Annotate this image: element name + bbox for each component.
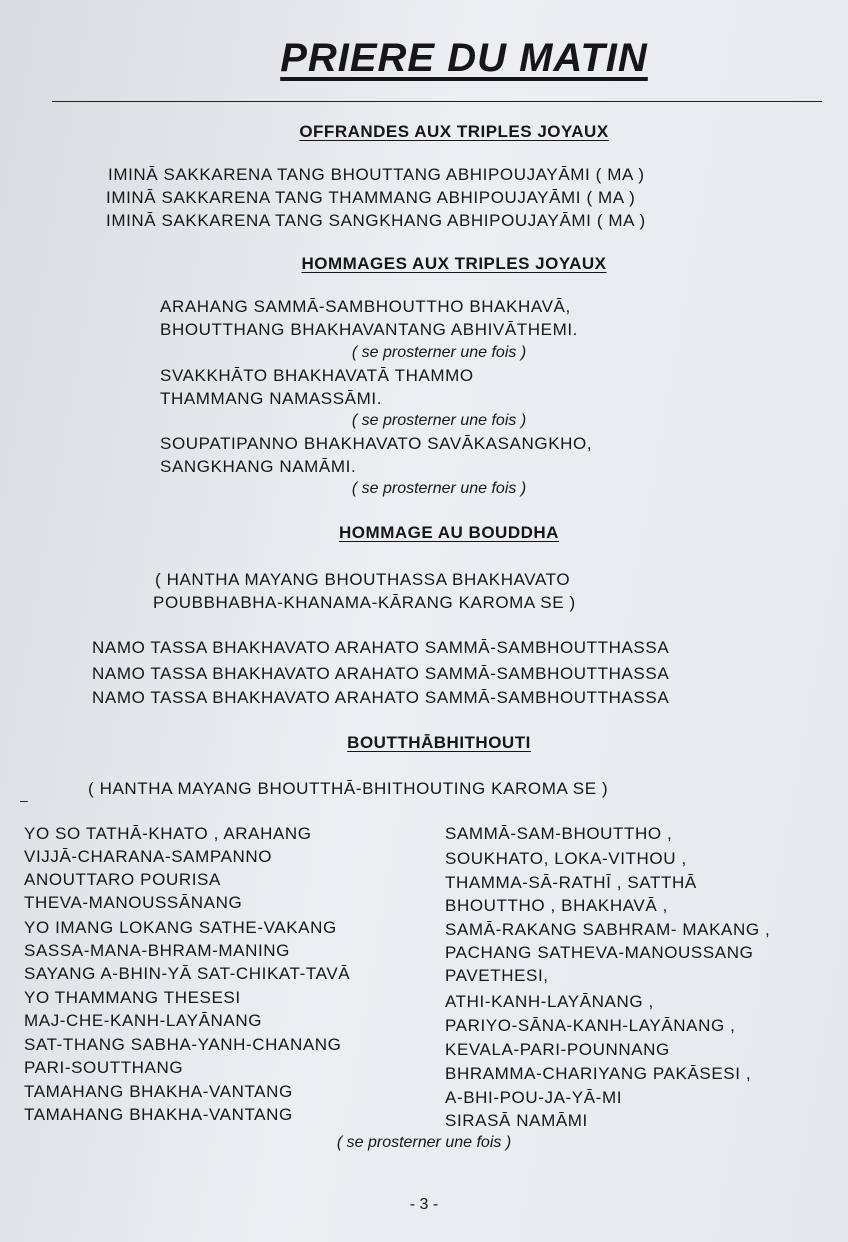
hommage-line-5: SOUPATIPANNO BHAKHAVATO SAVĀKASANGKHO, <box>160 434 593 453</box>
prosterner-note-2: ( se prosterner une fois ) <box>351 412 527 429</box>
left-line-4: THEVA-MANOUSSĀNANG <box>24 893 243 912</box>
right-line-5: SAMĀ-RAKANG SABHRAM- MAKANG , <box>445 920 771 939</box>
prosterner-note-3: ( se prosterner une fois ) <box>351 480 527 497</box>
offrande-line-2: IMINĀ SAKKARENA TANG THAMMANG ABHIPOUJAYĀMI ( MA ) <box>106 188 636 207</box>
hommage-line-4: THAMMANG NAMASSĀMI. <box>160 389 383 408</box>
hommage-line-1: ARAHANG SAMMĀ-SAMBHOUTTHO BHAKHAVĀ, <box>160 297 571 316</box>
left-line-7: SAYANG A-BHIN-YĀ SAT-CHIKAT-TAVĀ <box>24 964 351 983</box>
namo-line-1: NAMO TASSA BHAKHAVATO ARAHATO SAMMĀ-SAMBHOUTTHASSA <box>92 638 670 657</box>
right-line-13: SIRASĀ NAMĀMI <box>445 1111 588 1130</box>
left-line-2: VIJJĀ-CHARANA-SAMPANNO <box>24 847 273 866</box>
right-line-2: SOUKHATO, LOKA-VITHOU , <box>445 849 687 868</box>
margin-mark: – <box>20 792 28 808</box>
left-line-6: SASSA-MANA-BHRAM-MANING <box>24 941 290 960</box>
left-line-10: SAT-THANG SABHA-YANH-CHANANG <box>24 1035 342 1054</box>
page-title: PRIERE DU MATIN <box>280 36 648 80</box>
heading-boutthabhithouti: BOUTTHĀBHITHOUTI <box>347 733 531 752</box>
right-line-9: PARIYO-SĀNA-KANH-LAYĀNANG , <box>445 1016 736 1035</box>
bouddha-intro-2: POUBBHABHA-KHANAMA-KĀRANG KAROMA SE ) <box>153 593 576 612</box>
offrande-line-1: IMINĀ SAKKARENA TANG BHOUTTANG ABHIPOUJAYĀMI ( MA ) <box>108 165 645 184</box>
namo-line-2: NAMO TASSA BHAKHAVATO ARAHATO SAMMĀ-SAMBHOUTTHASSA <box>92 664 670 683</box>
hommage-line-6: SANGKHANG NAMĀMI. <box>160 457 357 476</box>
right-line-3: THAMMA-SĀ-RATHĪ , SATTHĀ <box>445 873 697 892</box>
offrande-line-3: IMINĀ SAKKARENA TANG SANGKHANG ABHIPOUJAYĀMI ( MA ) <box>106 211 646 230</box>
prosterner-note-1: ( se prosterner une fois ) <box>351 344 527 361</box>
right-line-7: PAVETHESI, <box>445 966 549 985</box>
right-line-4: BHOUTTHO , BHAKHAVĀ , <box>445 896 668 915</box>
left-line-12: TAMAHANG BHAKHA-VANTANG <box>24 1082 293 1101</box>
left-line-11: PARI-SOUTTHANG <box>24 1058 184 1077</box>
right-line-1: SAMMĀ-SAM-BHOUTTHO , <box>445 824 673 843</box>
heading-hommages: HOMMAGES AUX TRIPLES JOYAUX <box>301 254 607 273</box>
hommage-line-3: SVAKKHĀTO BHAKHAVATĀ THAMMO <box>160 366 474 385</box>
namo-line-3: NAMO TASSA BHAKHAVATO ARAHATO SAMMĀ-SAMBHOUTTHASSA <box>92 688 670 707</box>
bouttha-intro: ( HANTHA MAYANG BHOUTTHĀ-BHITHOUTING KAROMA SE ) <box>88 779 609 798</box>
title-divider <box>52 101 822 102</box>
left-line-13: TAMAHANG BHAKHA-VANTANG <box>24 1105 293 1124</box>
right-line-11: BHRAMMA-CHARIYANG PAKĀSESI , <box>445 1064 752 1083</box>
right-line-6: PACHANG SATHEVA-MANOUSSANG <box>445 943 754 962</box>
right-line-8: ATHI-KANH-LAYĀNANG , <box>445 992 654 1011</box>
right-line-10: KEVALA-PARI-POUNNANG <box>445 1040 670 1059</box>
left-line-8: YO THAMMANG THESESI <box>24 988 241 1007</box>
left-line-5: YO IMANG LOKANG SATHE-VAKANG <box>24 918 337 937</box>
right-line-12: A-BHI-POU-JA-YĀ-MI <box>445 1088 623 1107</box>
heading-bouddha: HOMMAGE AU BOUDDHA <box>339 523 559 542</box>
heading-offrandes: OFFRANDES AUX TRIPLES JOYAUX <box>299 122 609 141</box>
hommage-line-2: BHOUTTHANG BHAKHAVANTANG ABHIVĀTHEMI. <box>160 320 578 339</box>
left-line-1: YO SO TATHĀ-KHATO , ARAHANG <box>24 824 312 843</box>
prosterner-note-final: ( se prosterner une fois ) <box>336 1134 512 1151</box>
bouddha-intro-1: ( HANTHA MAYANG BHOUTHASSA BHAKHAVATO <box>155 570 571 589</box>
page-number: - 3 - <box>409 1196 439 1213</box>
left-line-3: ANOUTTARO POURISA <box>24 870 221 889</box>
left-line-9: MAJ-CHE-KANH-LAYĀNANG <box>24 1011 263 1030</box>
